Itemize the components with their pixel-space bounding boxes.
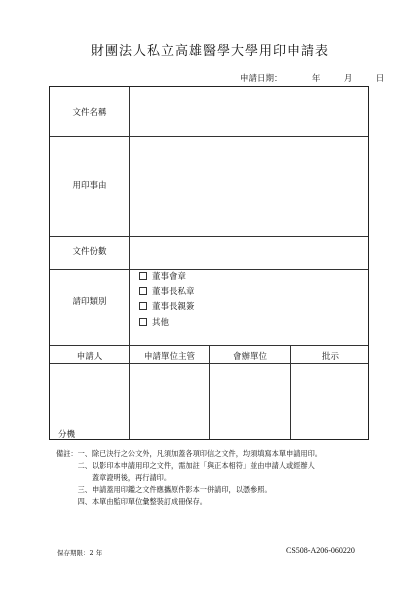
seal-option-board-seal[interactable] bbox=[139, 270, 186, 282]
copies-label: 文件份數 bbox=[72, 247, 107, 257]
purpose-field[interactable] bbox=[130, 137, 368, 236]
header-unit-supervisor: 申請單位主管 bbox=[143, 352, 195, 362]
cooperating-unit-sign-area[interactable] bbox=[210, 364, 290, 439]
approval-sign-area[interactable] bbox=[291, 364, 370, 439]
extension-label: 分機 bbox=[58, 430, 76, 440]
application-form-table bbox=[49, 86, 369, 440]
copies-field[interactable] bbox=[130, 237, 368, 269]
application-date bbox=[240, 72, 384, 84]
header-approval: 批示 bbox=[321, 352, 339, 362]
retention-period: 保存期限：2 年 bbox=[57, 549, 103, 557]
seal-option-label: 董事長私章 bbox=[152, 287, 195, 297]
checkbox[interactable] bbox=[139, 272, 147, 280]
notes bbox=[56, 448, 376, 508]
seal-type-label: 請印類別 bbox=[72, 297, 107, 307]
date-month: 月 bbox=[343, 74, 353, 84]
form-title: 財團法人私立高雄醫學大學用印申請表 bbox=[90, 44, 329, 59]
supervisor-sign-area[interactable] bbox=[130, 364, 209, 439]
seal-option-chairman-private-seal[interactable] bbox=[139, 285, 195, 297]
note-line: 備註：一、除已決行之公文外，凡須加蓋各項印信之文件，均須填寫本單申請用印。 bbox=[56, 449, 322, 458]
note-line: 二、以影印本申請用印之文件，需加註「與正本相符」並由申請人或經辦人 bbox=[56, 461, 315, 470]
date-label: 申請日期： bbox=[240, 74, 283, 84]
row-divider bbox=[50, 269, 368, 270]
note-line: 四、本單由監印單位彙整裝訂成冊保存。 bbox=[56, 497, 207, 506]
seal-option-label: 其他 bbox=[152, 318, 170, 328]
purpose-label: 用印事由 bbox=[72, 181, 107, 191]
header-cooperating-unit: 會辦單位 bbox=[232, 352, 267, 362]
seal-option-label: 董事會章 bbox=[152, 272, 187, 282]
seal-option-other[interactable] bbox=[139, 316, 169, 328]
date-year: 年 bbox=[311, 74, 321, 84]
note-line: 蓋章證明後，再行請印。 bbox=[56, 473, 172, 482]
form-code: CS508-A206-060220 bbox=[286, 546, 355, 555]
note-line: 三、申請蓋用印鑑之文件應攜原件影本一併請印，以憑參照。 bbox=[56, 485, 272, 494]
seal-option-chairman-signature[interactable] bbox=[139, 300, 195, 312]
checkbox[interactable] bbox=[139, 287, 147, 295]
date-day: 日 bbox=[375, 74, 385, 84]
checkbox[interactable] bbox=[139, 302, 147, 310]
header-applicant: 申請人 bbox=[76, 352, 103, 362]
seal-option-label: 董事長親簽 bbox=[152, 302, 195, 312]
checkbox[interactable] bbox=[139, 318, 147, 326]
document-name-label: 文件名稱 bbox=[72, 108, 107, 118]
document-name-field[interactable] bbox=[130, 87, 368, 136]
